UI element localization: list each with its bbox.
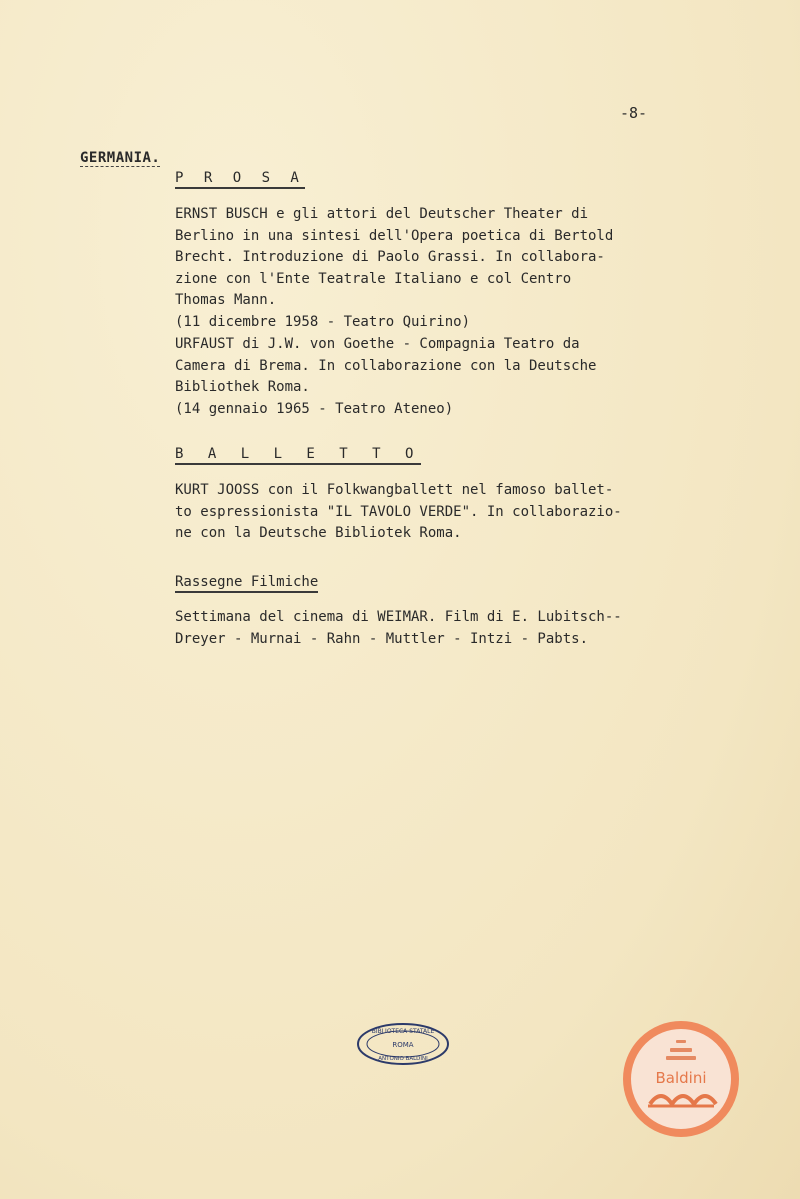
prosa-item-2: URFAUST di J.W. von Goethe - Compagnia Teatro da Camera di Brema. In collaborazione con la Deutsche Bibliothek Roma. (14 gennaio 1965 - Teatro Ateneo) (175, 336, 597, 417)
rassegne-heading: Rassegne Filmiche (175, 574, 318, 593)
prosa-heading: P R O S A (175, 170, 305, 189)
baldini-logo (622, 1020, 740, 1138)
svg-text:Baldini: Baldini (655, 1069, 707, 1087)
page-number: -8- (620, 104, 648, 122)
svg-text:BIBLIOTECA STATALE: BIBLIOTECA STATALE (371, 1028, 435, 1035)
balletto-heading: B A L L E T T O (175, 446, 421, 465)
prosa-item-1: ERNST BUSCH e gli attori del Deutscher Theater di Berlino in una sintesi dell'Opera poetica di Bertold Brecht. Introduzione di Paolo Grassi. In collabora- zione con l'Ente Teatrale Italiano e col Centro Thomas Mann. (11 dicembre 1958 - Teatro Quirino) (175, 206, 614, 330)
rassegne-item-1: Settimana del cinema di WEIMAR. Film di E. Lubitsch-- Dreyer - Murnai - Rahn - Muttler - Intzi - Pabts. (175, 609, 622, 647)
country-heading: GERMANIA. (80, 150, 161, 166)
svg-text:ANTONIO BALDINI: ANTONIO BALDINI (378, 1056, 428, 1062)
library-stamp (356, 1022, 450, 1066)
balletto-item-1: KURT JOOSS con il Folkwangballett nel famoso ballet- to espressionista "IL TAVOLO VERDE". In collaborazio- ne con la Deutsche Bibliotek Roma. (175, 482, 622, 541)
svg-text:ROMA: ROMA (392, 1041, 414, 1049)
